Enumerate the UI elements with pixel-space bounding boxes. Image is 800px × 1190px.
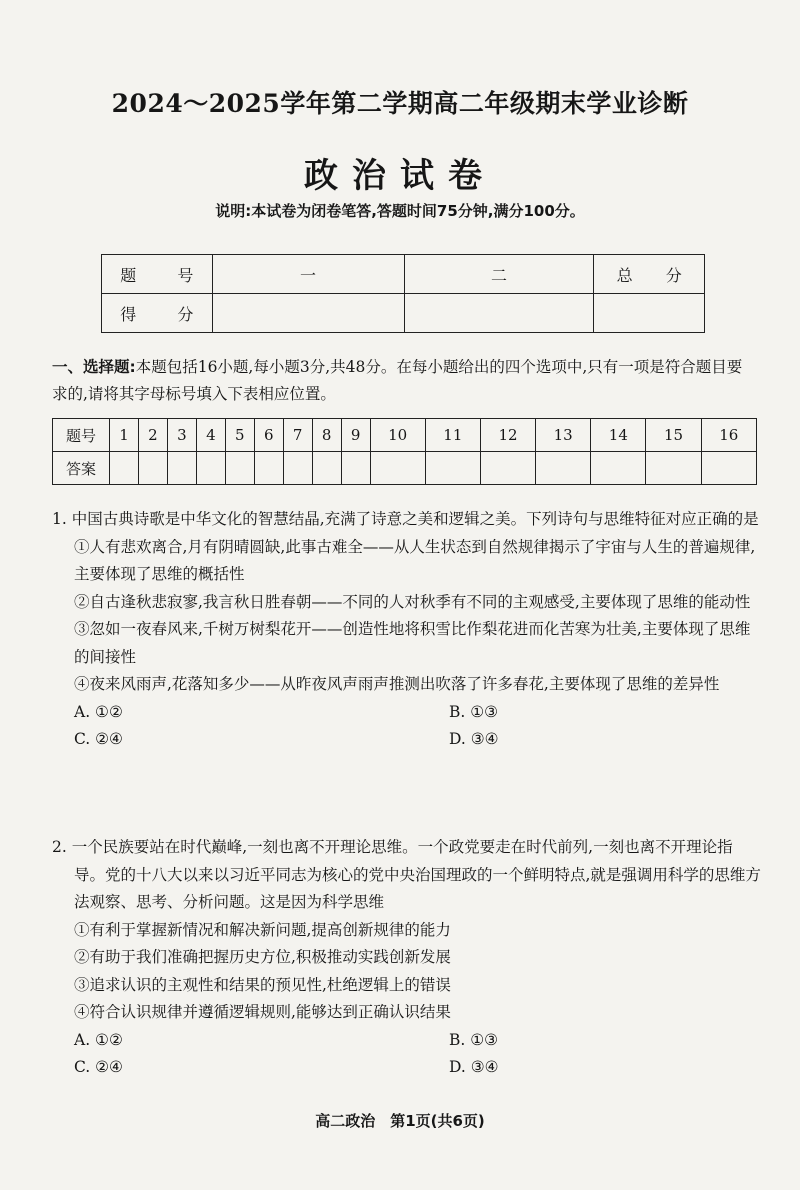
answer-cell[interactable]: [480, 452, 535, 485]
question-2-option-c[interactable]: C. ②④: [74, 1058, 123, 1076]
page-footer: 高二政治 第1页(共6页): [315, 1112, 485, 1130]
score-table: [101, 254, 705, 333]
question-1-item-3: ③忽如一夜春风来,千树万树梨花开——创造性地将积雪比作梨花进而化苦寒为壮美,主要体现了思维的间接性: [74, 620, 751, 666]
question-1-item-1: ①人有悲欢离合,月有阴晴圆缺,此事古难全——从人生状态到自然规律揭示了宇宙与人生的普遍规律,主要体现了思维的概括性: [74, 537, 756, 583]
answer-table: [52, 418, 757, 485]
score-table-score-row: [102, 294, 705, 333]
question-2-stem: 2. 一个民族要站在时代巅峰,一刻也离不开理论思维。一个政党要走在时代前列,一刻也离不开理论指导。党的十八大以来以习近平同志为核心的党中央治国理政的一个鲜明特点,就是强调用科学的思维方法观察、思考、分析问题。这是因为科学思维: [52, 838, 761, 911]
answer-number: 4: [196, 419, 225, 452]
question-2-item-3: ③追求认识的主观性和结果的预见性,杜绝逻辑上的错误: [74, 975, 451, 994]
answer-cell[interactable]: [370, 452, 425, 485]
question-1-options-row-1: [52, 699, 762, 727]
question-1-item-2: ②自古逢秋悲寂寥,我言秋日胜春朝——不同的人对秋季有不同的主观感受,主要体现了思维的能动性: [74, 592, 751, 611]
answer-number: 12: [480, 419, 535, 452]
section-heading: 一、选择题:: [52, 358, 136, 376]
question-1-option-b[interactable]: B. ①③: [449, 702, 499, 721]
question-2-options-row-2: [52, 1054, 762, 1082]
answer-number: 11: [425, 419, 480, 452]
question-2-options-row-1: [52, 1027, 762, 1055]
answer-number: 14: [591, 419, 646, 452]
answer-cell[interactable]: [341, 452, 370, 485]
score-label-question: 题 号: [102, 255, 213, 294]
answer-number: 5: [225, 419, 254, 452]
answer-number: 15: [646, 419, 701, 452]
question-2-option-d[interactable]: D. ③④: [449, 1058, 499, 1076]
answer-number: 8: [312, 419, 341, 452]
exam-title: 2024～2025学年第二学期高二年级期末学业诊断: [111, 89, 689, 118]
answer-cell[interactable]: [254, 452, 283, 485]
question-1-item-4: ④夜来风雨声,花落知多少——从昨夜风声雨声推测出吹落了许多春花,主要体现了思维的差异性: [74, 675, 720, 693]
answer-cell[interactable]: [591, 452, 646, 485]
score-cell-total[interactable]: [594, 294, 705, 333]
answer-cell[interactable]: [110, 452, 139, 485]
question-2-item-2: ②有助于我们准确把握历史方位,积极推动实践创新发展: [74, 948, 451, 966]
answer-cell[interactable]: [312, 452, 341, 485]
score-cell-two[interactable]: [404, 294, 594, 333]
score-label-score: 得 分: [102, 294, 213, 333]
answer-number: 16: [701, 419, 756, 452]
question-1-options-row-2: [52, 726, 762, 754]
question-2: [52, 834, 762, 1082]
answer-cell[interactable]: [646, 452, 701, 485]
question-1-stem: 1. 中国古典诗歌是中华文化的智慧结晶,充满了诗意之美和逻辑之美。下列诗句与思维特征对应正确的是: [52, 510, 759, 528]
answer-cell[interactable]: [283, 452, 312, 485]
score-col-two: 二: [404, 255, 594, 294]
answer-number: 9: [341, 419, 370, 452]
answer-cell[interactable]: [701, 452, 756, 485]
score-cell-one[interactable]: [212, 294, 404, 333]
score-col-one: 一: [212, 255, 404, 294]
section-instructions: [52, 354, 752, 408]
exam-note: 说明:本试卷为闭卷笔答,答题时间75分钟,满分100分。: [215, 202, 585, 220]
answer-number-row: [53, 419, 757, 452]
answer-number: 1: [110, 419, 139, 452]
question-1: [52, 506, 762, 754]
answer-number: 3: [167, 419, 196, 452]
question-2-item-1: ①有利于掌握新情况和解决新问题,提高创新规律的能力: [74, 920, 451, 939]
answer-label: 答案: [53, 452, 110, 485]
answer-number: 6: [254, 419, 283, 452]
question-1-option-c[interactable]: C. ②④: [74, 730, 123, 748]
section-text: 本题包括16小题,每小题3分,共48分。在每小题给出的四个选项中,只有一项是符合题目要求的,请将其字母标号填入下表相应位置。: [52, 358, 743, 403]
answer-cell[interactable]: [167, 452, 196, 485]
question-2-option-b[interactable]: B. ①③: [449, 1030, 499, 1049]
answer-cell[interactable]: [225, 452, 254, 485]
answer-number: 7: [283, 419, 312, 452]
question-2-item-4: ④符合认识规律并遵循逻辑规则,能够达到正确认识结果: [74, 1003, 451, 1021]
question-1-option-d[interactable]: D. ③④: [449, 730, 499, 748]
answer-number: 13: [536, 419, 591, 452]
question-1-option-a[interactable]: A. ①②: [74, 702, 123, 721]
answer-number: 2: [138, 419, 167, 452]
answer-number: 10: [370, 419, 425, 452]
subject-title: 政治试卷: [304, 156, 496, 196]
answer-number-label: 题号: [53, 419, 110, 452]
question-2-option-a[interactable]: A. ①②: [74, 1030, 123, 1049]
score-col-total: 总 分: [594, 255, 705, 294]
answer-cell[interactable]: [138, 452, 167, 485]
answer-cell[interactable]: [425, 452, 480, 485]
answer-input-row: [53, 452, 757, 485]
answer-cell[interactable]: [196, 452, 225, 485]
score-table-header-row: [102, 255, 705, 294]
answer-cell[interactable]: [536, 452, 591, 485]
